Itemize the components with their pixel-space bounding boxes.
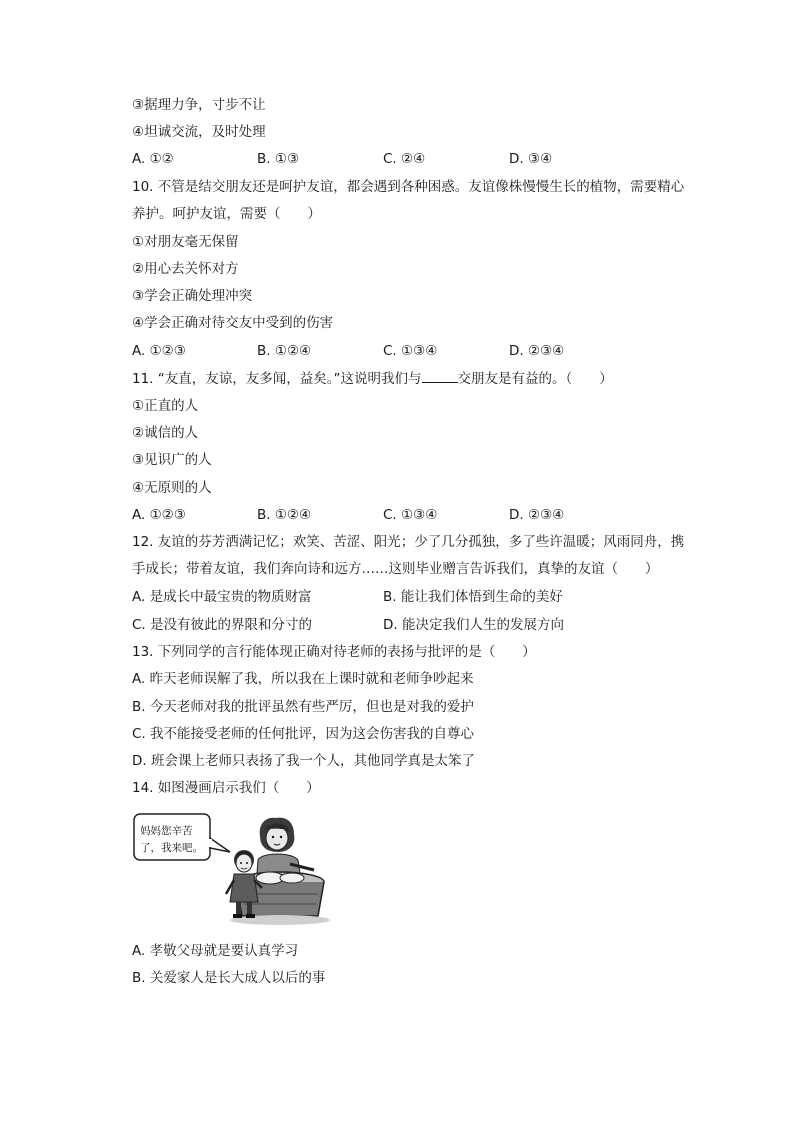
q10-option-a: A. ①②③ xyxy=(132,343,186,359)
q11-stem xyxy=(132,368,613,389)
q14-option-b: B. 关爱家人是长大成人以后的事 xyxy=(132,970,326,986)
q12-option-b: B. 能让我们体悟到生命的美好 xyxy=(383,589,563,605)
q10-item-4: ④学会正确对待交友中受到的伤害 xyxy=(132,315,334,331)
q11-option-a: A. ①②③ xyxy=(132,507,186,523)
q11-blank xyxy=(422,368,458,383)
q14-stem: 14. 如图漫画启示我们（ ） xyxy=(132,780,320,796)
q10-stem-line2: 养护。呵护友谊，需要（ ） xyxy=(132,206,321,222)
q10-item-2: ②用心去关怀对方 xyxy=(132,261,239,277)
q9-item-4: ④坦诚交流，及时处理 xyxy=(132,124,266,140)
q10-item-3: ③学会正确处理冲突 xyxy=(132,288,253,304)
q13-option-d: D. 班会课上老师只表扬了我一个人，其他同学真是太笨了 xyxy=(132,753,475,769)
q11-item-2: ②诚信的人 xyxy=(132,425,199,441)
q13-option-a: A. 昨天老师误解了我，所以我在上课时就和老师争吵起来 xyxy=(132,671,474,687)
q12-stem-line2: 手成长；带着友谊，我们奔向诗和远方……这则毕业赠言告诉我们，真挚的友谊（ ） xyxy=(132,561,659,577)
q11-item-4: ④无原则的人 xyxy=(132,480,212,496)
q10-option-d: D. ②③④ xyxy=(509,343,565,359)
q12-option-c: C. 是没有彼此的界限和分寸的 xyxy=(132,617,313,633)
q14-cartoon-image xyxy=(130,808,336,926)
q10-item-1: ①对朋友毫无保留 xyxy=(132,234,239,250)
q9-option-d: D. ③④ xyxy=(509,151,553,167)
q12-option-a: A. 是成长中最宝贵的物质财富 xyxy=(132,589,312,605)
q10-option-c: C. ①③④ xyxy=(383,343,438,359)
q10-option-b: B. ①②④ xyxy=(257,343,312,359)
speech-line-2: 了，我来吧。 xyxy=(140,842,203,854)
q9-option-a: A. ①② xyxy=(132,151,174,167)
q11-stem-before: 11. “友直，友谅，友多闻，益矣。”这说明我们与 xyxy=(132,371,422,387)
q9-option-b: B. ①③ xyxy=(257,151,300,167)
q14-option-a: A. 孝敬父母就是要认真学习 xyxy=(132,943,299,959)
q11-stem-after: 交朋友是有益的。（ ） xyxy=(457,371,613,387)
q11-option-d: D. ②③④ xyxy=(509,507,565,523)
q13-stem: 13. 下列同学的言行能体现正确对待老师的表扬与批评的是（ ） xyxy=(132,644,536,660)
q11-option-c: C. ①③④ xyxy=(383,507,438,523)
q11-item-3: ③见识广的人 xyxy=(132,452,212,468)
q11-item-1: ①正直的人 xyxy=(132,398,199,414)
q13-option-c: C. 我不能接受老师的任何批评，因为这会伤害我的自尊心 xyxy=(132,726,475,742)
q9-item-3: ③据理力争，寸步不让 xyxy=(132,97,266,113)
q10-stem-line1: 10. 不管是结交朋友还是呵护友谊，都会遇到各种困惑。友谊像株慢慢生长的植物，需要精心 xyxy=(132,179,685,195)
q12-option-d: D. 能决定我们人生的发展方向 xyxy=(383,617,564,633)
speech-line-1: 妈妈您辛苦 xyxy=(140,825,193,837)
q9-option-c: C. ②④ xyxy=(383,151,426,167)
q12-stem-line1: 12. 友谊的芬芳洒满记忆；欢笑、苦涩、阳光；少了几分孤独，多了些许温暖；风雨同舟，携 xyxy=(132,534,685,550)
speech-bubble xyxy=(134,814,230,860)
q11-option-b: B. ①②④ xyxy=(257,507,312,523)
q13-option-b: B. 今天老师对我的批评虽然有些严厉，但也是对我的爱护 xyxy=(132,699,474,715)
